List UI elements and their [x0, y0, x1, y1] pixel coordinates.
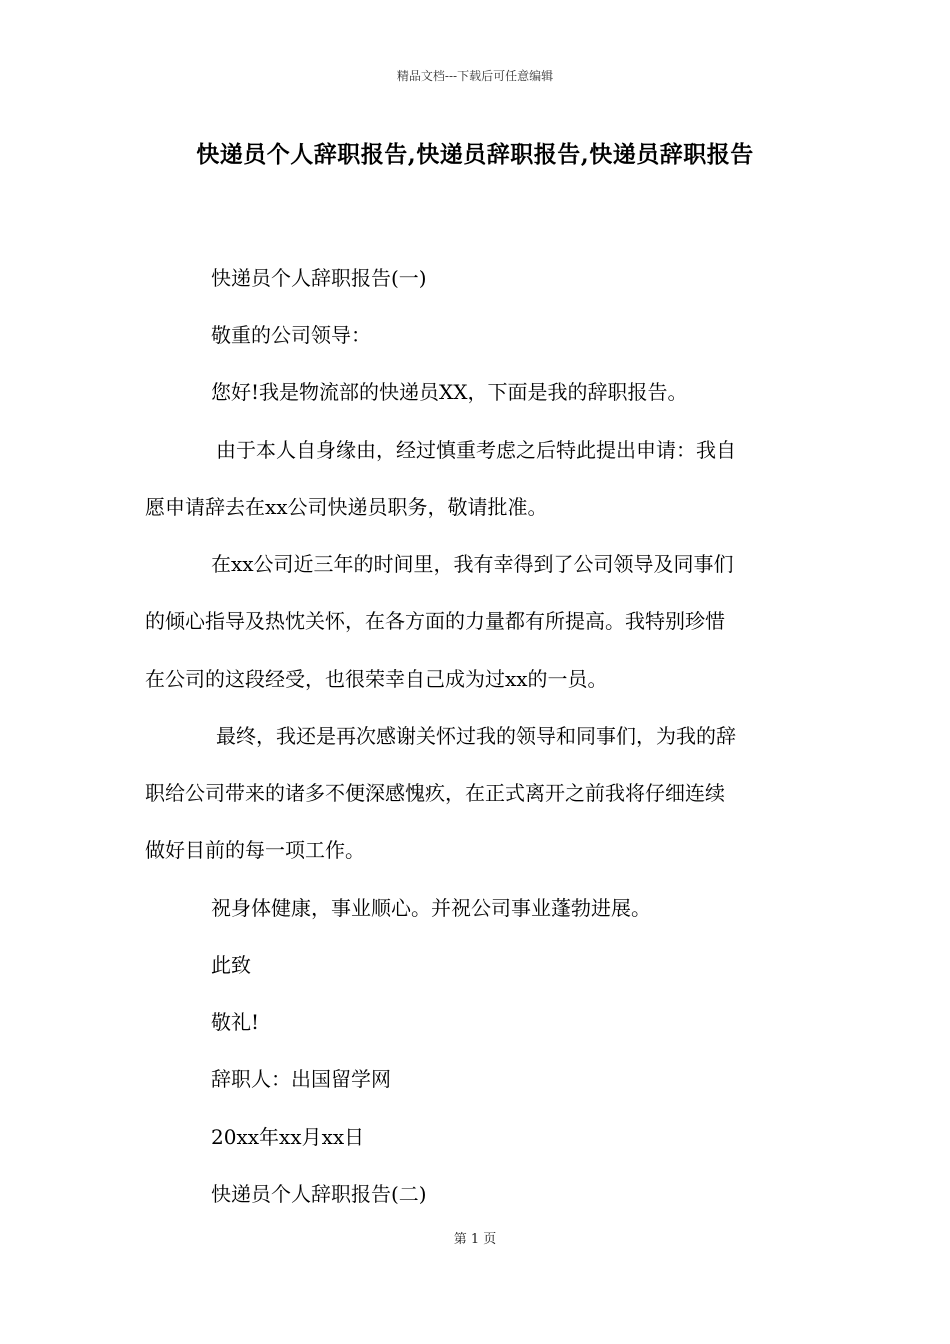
closing-cizhi: 此致	[211, 953, 251, 977]
closing-wish: 祝身体健康，事业顺心。并祝公司事业蓬勃进展。	[211, 896, 651, 920]
paragraph-line: 由于本人自身缘由，经过慎重考虑之后特此提出申请：我自	[216, 438, 736, 462]
date-line: 20xx年xx月xx日	[211, 1125, 365, 1149]
paragraph-line: 的倾心指导及热忱关怀，在各方面的力量都有所提高。我特别珍惜	[145, 609, 725, 633]
header-note: 精品文档---下载后可任意编辑	[396, 69, 554, 83]
paragraph-line: 职给公司带来的诸多不便深感愧疚，在正式离开之前我将仔细连续	[145, 781, 725, 805]
greeting-paragraph: 您好!我是物流部的快递员XX，下面是我的辞职报告。	[211, 380, 688, 404]
section-heading: 快递员个人辞职报告(一)	[211, 266, 427, 290]
section-heading: 快递员个人辞职报告(二)	[211, 1182, 427, 1206]
paragraph-line: 在公司的这段经受，也很荣幸自己成为过xx的一员。	[145, 667, 608, 691]
closing-jingli: 敬礼!	[211, 1010, 260, 1034]
paragraph-line: 在xx公司近三年的时间里，我有幸得到了公司领导及同事们	[211, 552, 734, 576]
paragraph-line: 愿申请辞去在xx公司快递员职务，敬请批准。	[145, 495, 548, 519]
page-title: 快递员个人辞职报告,快递员辞职报告,快递员辞职报告	[196, 141, 754, 168]
signature-line: 辞职人：出国留学网	[211, 1067, 391, 1091]
salutation: 敬重的公司领导：	[211, 323, 371, 347]
paragraph-line: 最终，我还是再次感谢关怀过我的领导和同事们，为我的辞	[216, 724, 736, 748]
page-number: 第 1 页	[453, 1232, 497, 1247]
paragraph-line: 做好目前的每一项工作。	[145, 838, 365, 862]
